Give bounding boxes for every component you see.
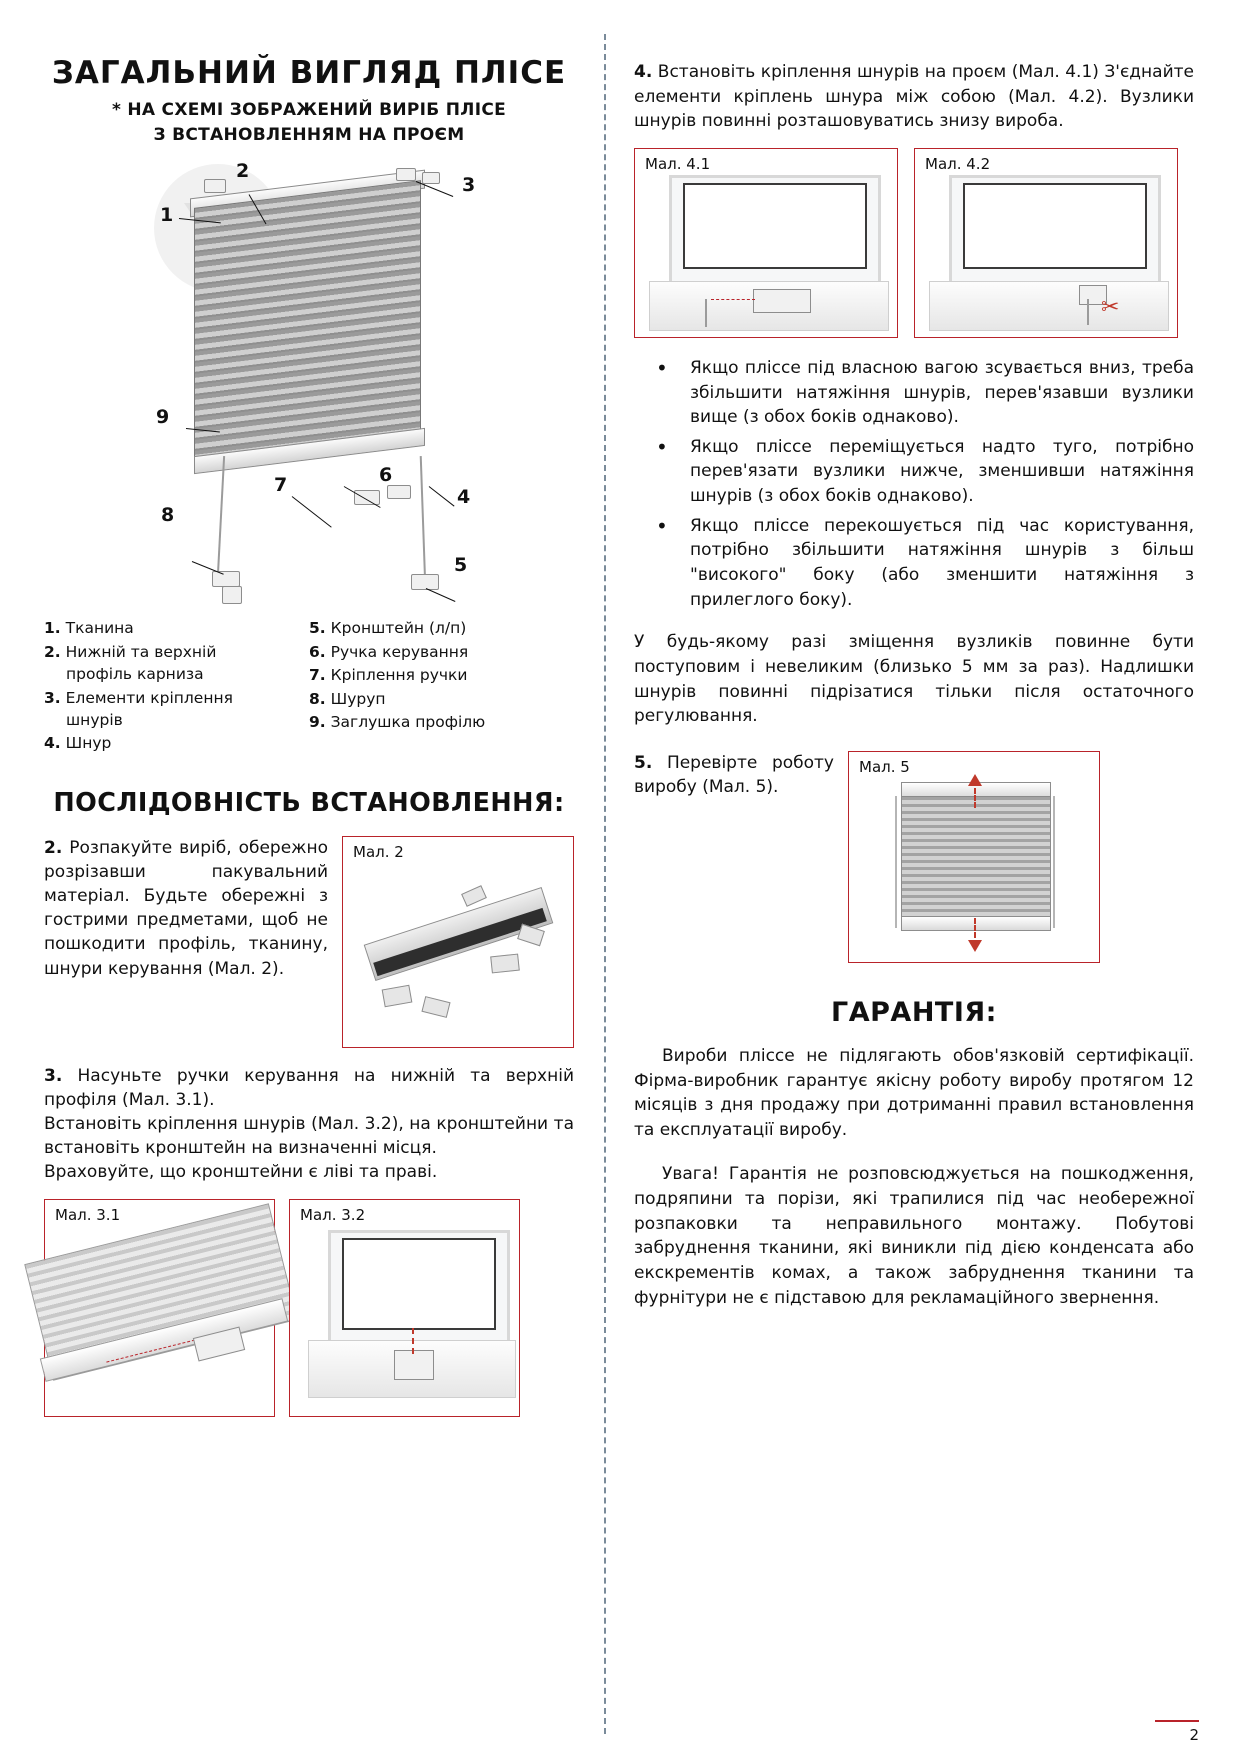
figure-mal-2 [342, 836, 574, 1048]
list-item: • Якщо пліссе переміщується надто туго, потрібно перев'язати вузлики нижче, зменшивши натяжіння шнурів (з обох боків однаково). [634, 435, 1194, 509]
step-4-number: 4. [634, 62, 653, 82]
page-subtitle-line1: * НА СХЕМІ ЗОБРАЖЕНИЙ ВИРІБ ПЛІСЕ [111, 99, 507, 120]
column-divider [604, 34, 606, 1734]
legend-label: Тканина [65, 619, 134, 638]
legend-item [309, 711, 574, 733]
step-3-body-1: Насуньте ручки керування на нижній та верхній профіля (Мал. 3.1). [44, 1065, 574, 1111]
callout-6: 6 [379, 464, 393, 487]
callout-8: 8 [161, 504, 175, 527]
screw-left [222, 586, 242, 604]
page-subtitle-line2: З ВСТАНОВЛЕННЯМ НА ПРОЄМ [153, 124, 465, 145]
step-3-text [44, 1064, 574, 1185]
step-4-body: Встановіть кріплення шнурів на проєм (Мал. 4.1) З'єднайте елементи кріплень шнура між собою (Мал. 4.2). Вузлики шнурів повинні розташовуватись знизу виробa. [634, 62, 1194, 132]
legend-label-cont: шнурів [66, 711, 123, 730]
legend-number: 1. [44, 619, 61, 638]
callout-3: 3 [462, 174, 476, 197]
legend-label: Ручка керування [330, 642, 469, 661]
loose-part-a [382, 985, 413, 1008]
figure-caption: Мал. 5 [859, 757, 910, 776]
right-column [634, 34, 1194, 1730]
figure-mal-3-1 [44, 1199, 275, 1417]
step-5-text [634, 751, 834, 963]
legend-column-left [44, 617, 309, 756]
alignment-dashed-line [412, 1328, 414, 1354]
legend-label: Кронштейн (л/п) [330, 619, 467, 638]
legend-number: 7. [309, 666, 326, 685]
hanging-cord [705, 299, 707, 327]
step-5-number: 5. [634, 752, 653, 773]
step-3-body-3: Враховуйте, що кронштейни є ліві та праві. [44, 1162, 438, 1183]
legend-number: 3. [44, 688, 61, 707]
legend-label: Нижній та верхній [65, 642, 217, 661]
step-3-number: 3. [44, 1065, 63, 1086]
legend-label-cont: профіль карниза [66, 665, 204, 684]
legend-item [309, 688, 574, 710]
figure-caption: Мал. 3.1 [55, 1205, 121, 1224]
leader-5 [426, 588, 456, 602]
step-2-text [44, 836, 328, 1048]
bracket-left [212, 571, 240, 587]
bottom-rail-small [901, 916, 1051, 931]
page-title: ЗАГАЛЬНИЙ ВИГЛЯД ПЛІСЕ [51, 55, 567, 91]
figure-mal-4-2 [914, 148, 1178, 338]
motion-line-bottom [974, 918, 976, 938]
cord-left [217, 456, 225, 576]
legend-column-right [309, 617, 574, 756]
figure-mal-4-1 [634, 148, 898, 338]
window-glass [963, 183, 1147, 269]
adjustment-note: У будь-якому разі зміщення вузликів повинне бути поступовим і невеликим (близько 5 мм за раз). Надлишки шнурів повинні підрізатися тільки після остаточного регулювання. [634, 632, 1194, 727]
loose-part-e [461, 885, 487, 907]
side-cord-left [895, 796, 897, 928]
legend-item [44, 617, 309, 639]
window-glass [342, 1238, 496, 1330]
loose-part-b [421, 996, 450, 1018]
step-2-number: 2. [44, 837, 63, 858]
legend-number: 2. [44, 642, 61, 661]
leader-4 [429, 486, 455, 506]
legend-item [44, 732, 309, 754]
legend-item [44, 641, 309, 686]
cord-fixing-b [422, 172, 440, 184]
callout-7: 7 [274, 474, 288, 497]
leader-7 [292, 496, 332, 528]
warranty-paragraph-1: Вироби пліссе не підлягають обов'язковій сертифікації. Фірма-виробник гарантує якісну роботу виробу протягом 12 місяців з дня продажу при дотриманні правил встановлення та експлуатації виробу. [634, 1045, 1194, 1140]
window-glass [683, 183, 867, 269]
arrow-down-icon [968, 940, 982, 952]
list-item: • Якщо пліссе перекошується під час користування, потрібно збільшити натяжіння шнурів з більш "високого" боку (або зменшити натяжіння з прилеглого боку). [634, 514, 1194, 613]
loose-part-c [490, 954, 520, 974]
profile-cap-left [204, 179, 226, 193]
figure-mal-5 [848, 751, 1100, 963]
legend-item [309, 664, 574, 686]
window-sill [929, 281, 1169, 331]
page-number: 2 [1189, 1726, 1199, 1744]
step-4-text [634, 60, 1194, 134]
list-item: • Якщо пліссе під власною вагою зсувається вниз, треба збільшити натяжіння шнурів, перев'язавши вузлики вище (з обох боків однаково). [634, 356, 1194, 430]
legend-label: Елементи кріплення [65, 688, 233, 707]
step-3-body-2: Встановіть кріплення шнурів (Мал. 3.2), на кронштейни та встановіть кронштейн на визначенні місця. [44, 1114, 574, 1159]
parts-legend [44, 617, 574, 756]
handle-fixing [354, 490, 380, 505]
motion-line-top [974, 788, 976, 808]
overview-diagram [44, 156, 574, 611]
legend-number: 6. [309, 642, 326, 661]
cord-path-dotted [711, 299, 755, 300]
warranty-heading: ГАРАНТІЯ: [831, 996, 997, 1028]
figure-caption: Мал. 4.2 [925, 154, 991, 173]
legend-number: 5. [309, 619, 326, 638]
cord-end [1087, 299, 1089, 325]
step-4-figures [634, 148, 1194, 338]
step-2-body: Розпакуйте виріб, обережно розрізавши пакувальний матеріал. Будьте обережні з гострими предметами, щоб не пошкодити профіль, тканину, шнури керування (Мал. 2). [44, 837, 328, 979]
legend-item [44, 687, 309, 732]
callout-1: 1 [160, 204, 174, 227]
bracket-on-sill [394, 1350, 434, 1380]
step-3-figures [44, 1199, 574, 1417]
legend-label: Шнур [65, 734, 112, 753]
figure-mal-3-2 [289, 1199, 520, 1417]
control-handle [387, 485, 411, 499]
step-2 [44, 836, 574, 1048]
callout-2: 2 [236, 160, 250, 183]
cord-right [420, 456, 427, 586]
cord-fixing-a [396, 168, 416, 181]
step-5-body: Перевірте роботу виробу (Мал. 5). [634, 752, 834, 798]
pleated-fabric-small [901, 796, 1051, 918]
figure-caption: Мал. 2 [353, 842, 404, 861]
cord-fixing-bracket [753, 289, 811, 313]
legend-number: 9. [309, 713, 326, 732]
left-column [44, 34, 584, 1730]
legend-item [309, 641, 574, 663]
adjustment-tips-list [634, 356, 1194, 612]
legend-label: Шуруп [330, 689, 386, 708]
figure-caption: Мал. 4.1 [645, 154, 711, 173]
callout-9: 9 [156, 406, 170, 429]
step-5 [634, 751, 1194, 963]
callout-4: 4 [457, 486, 471, 509]
warranty-paragraph-2: Увага! Гарантія не розповсюджується на пошкодження, подряпини та порізи, які трапилися під час необережної розпаковки та неправильного монтажу. Побутові забруднення тканини, які виникли під дією конденсата або екскрементів комах, а також забруднення тканини та фурнітури не є підставою для рекламаційного звернення. [634, 1164, 1194, 1308]
legend-item [309, 617, 574, 639]
legend-number: 8. [309, 689, 326, 708]
installation-sequence-heading: ПОСЛІДОВНІСТЬ ВСТАНОВЛЕННЯ: [53, 787, 565, 818]
arrow-up-icon [968, 774, 982, 786]
side-cord-right [1053, 796, 1055, 928]
callout-5: 5 [454, 554, 468, 577]
scissors-icon: ✂ [1101, 294, 1120, 320]
legend-number: 4. [44, 734, 61, 753]
page-number-rule [1155, 1720, 1199, 1722]
legend-label: Кріплення ручки [330, 666, 468, 685]
figure-caption: Мал. 3.2 [300, 1205, 366, 1224]
legend-label: Заглушка профілю [330, 713, 486, 732]
pleated-fabric [194, 180, 421, 470]
